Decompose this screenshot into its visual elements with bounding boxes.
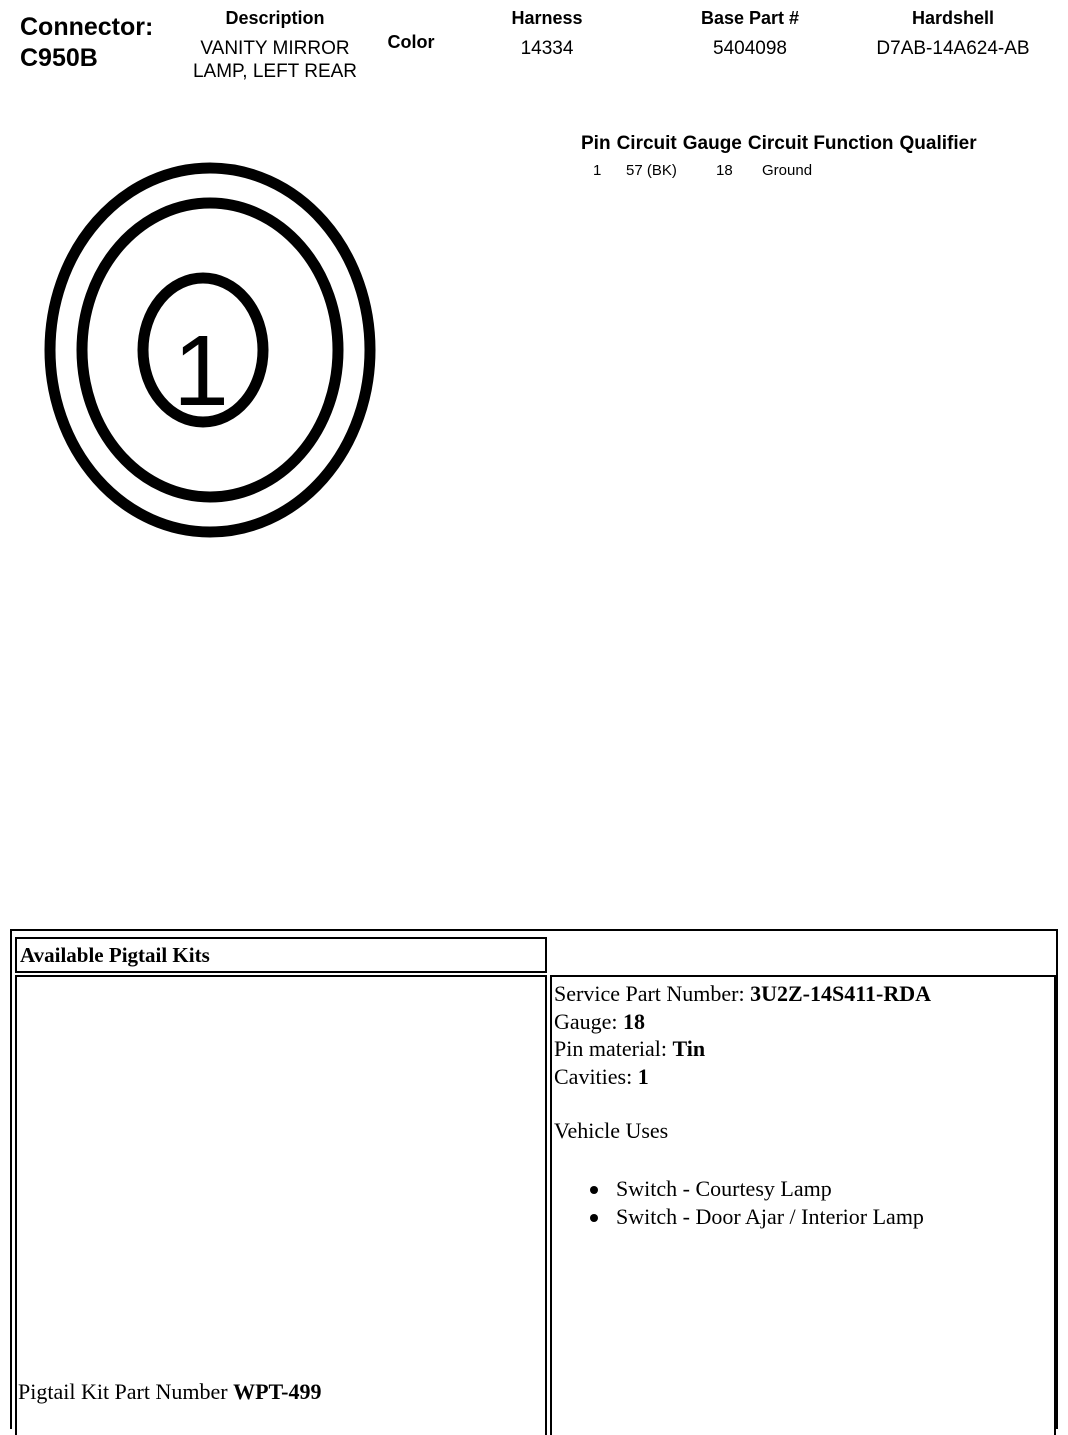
connector-heading (20, 12, 153, 74)
gauge-value: 18 (623, 1008, 646, 1034)
vehicle-uses-list (584, 1175, 924, 1231)
pin-material-line (554, 1035, 931, 1063)
cavities-label: Cavities: (554, 1063, 633, 1089)
connector-label: Connector: (20, 13, 154, 41)
gauge-col-header: Gauge (682, 133, 742, 154)
vehicle-uses-title: Vehicle Uses (554, 1118, 669, 1143)
description-line-2: LAMP, LEFT REAR (192, 61, 358, 82)
list-item (584, 1175, 924, 1203)
base-part-value: 5404098 (713, 38, 787, 59)
pigtail-kits-title: Available Pigtail Kits (20, 943, 210, 967)
vehicle-use-text: Switch - Courtesy Lamp (616, 1176, 832, 1201)
cavities-line (554, 1063, 931, 1091)
bullet-icon (590, 1186, 598, 1194)
base-part-header: Base Part # (700, 8, 800, 28)
hardshell-value: D7AB-14A624-AB (876, 38, 1030, 59)
connector-id: C950B (20, 44, 98, 72)
service-part-line (554, 980, 931, 1008)
color-header: Color (387, 32, 435, 52)
service-part-label: Service Part Number: (554, 981, 745, 1006)
circuit-col-header: Circuit (616, 133, 677, 154)
pin-material-label: Pin material: (554, 1036, 668, 1061)
hardshell-header: Hardshell (911, 8, 995, 28)
vehicle-use-text: Switch - Door Ajar / Interior Lamp (616, 1204, 924, 1229)
pin-table-header (581, 133, 983, 155)
gauge-line (554, 1008, 931, 1036)
pigtail-kit-part-number (18, 1378, 322, 1406)
kit-part-value: WPT-499 (233, 1379, 322, 1404)
connector-face-diagram (40, 155, 385, 550)
bullet-icon (590, 1214, 598, 1222)
gauge-label: Gauge: (554, 1008, 618, 1034)
pin-material-value: Tin (672, 1036, 706, 1061)
description-header: Description (225, 8, 325, 28)
pin-cell: 1 (593, 162, 602, 179)
function-col-header: Circuit Function (747, 133, 894, 154)
pin-cavity-label: 1 (173, 315, 229, 427)
circuit-cell: 57 (BK) (626, 162, 677, 179)
service-part-value: 3U2Z-14S411-RDA (750, 981, 932, 1006)
pigtail-image-panel (15, 975, 547, 1435)
description-line-1: VANITY MIRROR (200, 38, 350, 59)
harness-value: 14334 (520, 38, 574, 59)
qualifier-col-header: Qualifier (899, 133, 977, 154)
harness-header: Harness (511, 8, 583, 28)
function-cell: Ground (762, 162, 813, 179)
gauge-cell: 18 (716, 162, 733, 179)
description-value (160, 37, 390, 83)
pigtail-specs (554, 980, 931, 1090)
list-item (584, 1203, 924, 1231)
pin-col-header: Pin (581, 133, 611, 154)
kit-part-label: Pigtail Kit Part Number (18, 1379, 228, 1404)
pigtail-kits-title-box (15, 937, 547, 973)
cavities-value: 1 (637, 1063, 649, 1089)
